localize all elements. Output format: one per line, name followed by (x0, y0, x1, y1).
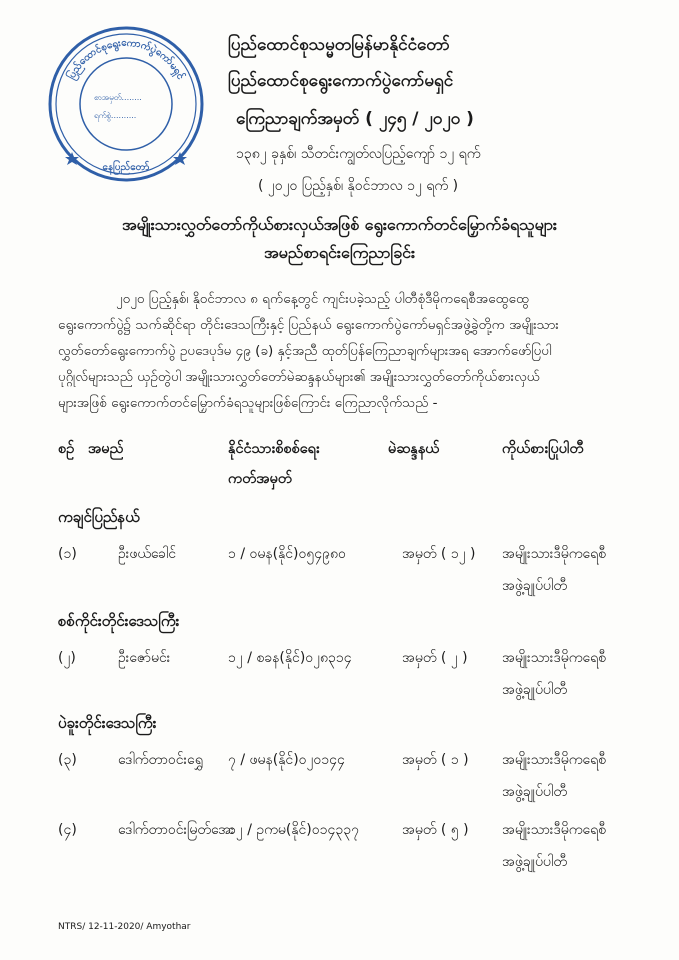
col-header-name: အမည် (88, 441, 124, 457)
row-party: အမျိုးသားဒီမိုကရေစီ (502, 546, 606, 562)
body-line: များအဖြစ် ရွေးကောက်တင်မြှောက်ခံရသူများဖြစ်ကြောင်း ကြေညာလိုက်သည် - (58, 395, 438, 411)
row-constituency: အမှတ် ( ၁၂ ) (402, 546, 476, 562)
row-no: (၄) (58, 822, 77, 838)
row-name: ဦးဇော်မင်း (118, 650, 171, 666)
col-header-party: ကိုယ်စားပြုပါတီ (502, 441, 584, 457)
row-constituency: အမှတ် ( ၁ ) (402, 752, 469, 768)
body-line: ၂၀၂၀ ပြည့်နှစ်၊ နိုဝင်ဘာလ ၈ ရက်နေ့တွင် ကျင်းပခဲ့သည့် ပါတီစုံဒီမိုကရေစီအထွေထွေ (116, 291, 530, 307)
region-heading: ပဲခူးတိုင်းဒေသကြီး (58, 714, 157, 732)
col-header-nrc-line2: ကတ်အမှတ် (228, 471, 293, 487)
row-nrc: ၇ / ဖမန(နိုင်)၀၂၀၁၄၄ (228, 752, 345, 768)
row-party-line2: အဖွဲ့ချုပ်ပါတီ (502, 854, 567, 870)
svg-text:ရက်စွဲ..........: ရက်စွဲ.......... (94, 111, 137, 120)
region-heading: စစ်ကိုင်းတိုင်းဒေသကြီး (58, 612, 180, 630)
official-seal (46, 24, 206, 184)
row-party-line2: အဖွဲ့ချုပ်ပါတီ (502, 682, 567, 698)
body-line: ပုဂ္ဂိုလ်များသည် ယှဉ်တွဲပါ အမျိုးသားလွှတ်တော်မဲဆန္ဒနယ်များ၏ အမျိုးသားလွှတ်တော်ကိုယ်စားလှယ် (58, 369, 540, 385)
document-subtitle: အမည်စာရင်းကြေညာခြင်း (263, 243, 415, 262)
body-paragraph (58, 286, 618, 416)
row-name: ဦးဖယ်ခေါင် (118, 546, 177, 562)
header-date-gregorian: ( ၂၀၂၀ ပြည့်နှစ်၊ နိုဝင်ဘာလ ၁၂ ရက် ) (258, 178, 459, 194)
row-party: အမျိုးသားဒီမိုကရေစီ (502, 822, 606, 838)
row-name: ဒေါက်တာဝင်းရွှေ (118, 752, 203, 768)
row-party-line2: အဖွဲ့ချုပ်ပါတီ (502, 784, 567, 800)
row-no: (၂) (58, 650, 76, 666)
row-nrc: ၁၂ / ဥကမ(နိုင်)၀၁၄၃၃၇ (228, 822, 360, 838)
body-line: ရွေးကောက်ပွဲ၌ သက်ဆိုင်ရာ တိုင်းဒေသကြီးနှင့် ပြည်နယ် ရွေးကောက်ပွဲကော်မရှင်အဖွဲ့ခွဲတို့က အမျိုးသား (58, 317, 559, 333)
header-commission: ပြည်ထောင်စုရွေးကောက်ပွဲကော်မရှင် (228, 71, 454, 91)
row-name: ဒေါက်တာဝင်းမြတ်အေး (118, 822, 235, 838)
header-date-myanmar: ၁၃၈၂ ခုနှစ်၊ သီတင်းကျွတ်လပြည့်ကျော် ၁၂ ရက် (236, 146, 481, 162)
body-line: လွှတ်တော်ရွေးကောက်ပွဲ ဥပဒေပုဒ်မ ၄၉ (ခ) နှင့်အညီ ထုတ်ပြန်ကြေညာချက်များအရ အောက်ဖော်ပြပါ (58, 343, 552, 359)
row-no: (၁) (58, 546, 77, 562)
document-title: အမျိုးသားလွှတ်တော်ကိုယ်စားလှယ်အဖြစ် ရွေးကောက်တင်မြှောက်ခံရသူများ (121, 215, 557, 234)
header-country: ပြည်ထောင်စုသမ္မတမြန်မာနိုင်ငံတော် (228, 35, 450, 55)
row-party-line2: အဖွဲ့ချုပ်ပါတီ (502, 578, 567, 594)
row-nrc: ၁ / ဝမန(နိုင်)၀၅၄၉၈၀ (228, 546, 346, 562)
svg-text:ပြည်ထောင်စုရွေးကောက်ပွဲကော်မရှ: ပြည်ထောင်စုရွေးကောက်ပွဲကော်မရှင် (66, 37, 187, 82)
footer-reference: NTRS/ 12-11-2020/ Amyothar (58, 922, 191, 932)
row-nrc: ၁၂ / စခန(နိုင်)၀၂၈၃၁၄ (228, 650, 352, 666)
col-header-no: စဉ် (58, 441, 75, 457)
svg-text:စာအမှတ်........: စာအမှတ်........ (94, 93, 142, 102)
row-party: အမျိုးသားဒီမိုကရေစီ (502, 650, 606, 666)
row-constituency: အမှတ် ( ၂ ) (402, 650, 468, 666)
col-header-constituency: မဲဆန္ဒနယ် (388, 441, 440, 457)
row-no: (၃) (58, 752, 77, 768)
region-heading: ကချင်ပြည်နယ် (58, 508, 140, 526)
row-party: အမျိုးသားဒီမိုကရေစီ (502, 752, 606, 768)
row-constituency: အမှတ် ( ၅ ) (402, 822, 469, 838)
header-announcement-no: ကြေညာချက်အမှတ် ( ၂၄၅ / ၂၀၂၀ ) (236, 109, 474, 129)
col-header-nrc: နိုင်ငံသားစိစစ်ရေး (228, 441, 320, 457)
svg-text:နေပြည်တော်: နေပြည်တော် (102, 162, 150, 173)
